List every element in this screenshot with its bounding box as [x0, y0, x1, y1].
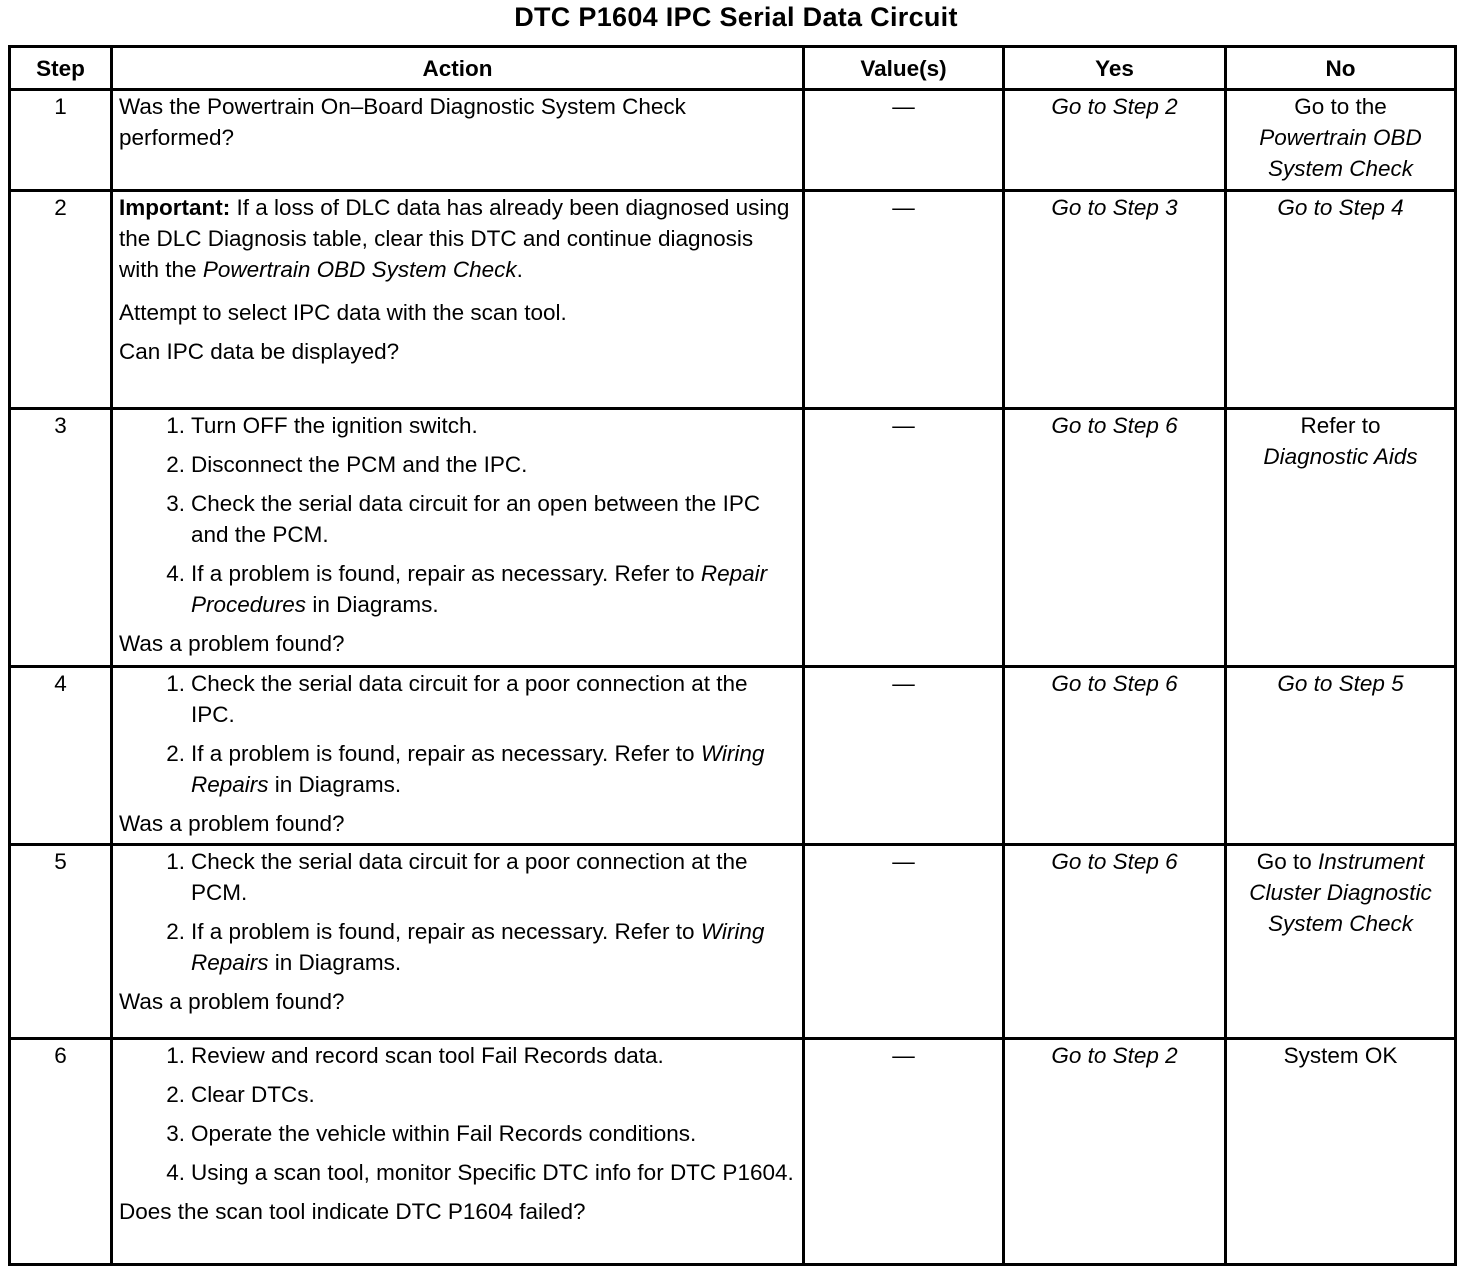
instruction-text: Attempt to select IPC data with the scan tool.: [119, 300, 567, 325]
question-text: Does the scan tool indicate DTC P1604 failed?: [119, 1199, 586, 1224]
important-label: Important:: [119, 195, 231, 220]
no-reference: Instrument Cluster Diagnostic System Check: [1249, 849, 1432, 936]
action-cell: [112, 90, 804, 191]
step-number: 6: [10, 1039, 112, 1265]
yes-cell: Go to Step 3: [1004, 191, 1226, 409]
no-cell: Go to Step 4: [1226, 191, 1456, 409]
yes-cell: Go to Step 6: [1004, 845, 1226, 1039]
list-item: 3. Operate the vehicle within Fail Records conditions.: [166, 1121, 697, 1146]
no-cell: [1226, 409, 1456, 667]
value-cell: —: [804, 667, 1004, 845]
action-cell: [112, 845, 804, 1039]
step-number: 1: [10, 90, 112, 191]
value-cell: —: [804, 409, 1004, 667]
list-item: 1. Check the serial data circuit for a poor connection at the IPC.: [166, 671, 748, 727]
step-number: 3: [10, 409, 112, 667]
action-cell: [112, 1039, 804, 1265]
list-item: 1. Review and record scan tool Fail Records data.: [166, 1043, 664, 1068]
value-cell: —: [804, 845, 1004, 1039]
list-item: 4. If a problem is found, repair as necessary. Refer to Repair Procedures in Diagrams.: [166, 561, 768, 617]
no-cell: System OK: [1226, 1039, 1456, 1265]
no-cell: Go to Step 5: [1226, 667, 1456, 845]
table-row: [10, 667, 1456, 845]
action-cell: [112, 667, 804, 845]
important-reference: Powertrain OBD System Check: [202, 257, 517, 282]
question-text: Was a problem found?: [119, 631, 345, 656]
yes-cell: Go to Step 6: [1004, 667, 1226, 845]
important-text: If a loss of DLC data has already been diagnosed using the DLC Diagnosis table, clear this DTC and continue diagnosis with the: [119, 195, 790, 282]
procedure-list: [119, 846, 796, 978]
list-item: 1. Check the serial data circuit for a poor connection at the PCM.: [166, 849, 748, 905]
list-item: 4. Using a scan tool, monitor Specific DTC info for DTC P1604.: [166, 1160, 794, 1185]
list-item: 2. If a problem is found, repair as necessary. Refer to Wiring Repairs in Diagrams.: [166, 919, 765, 975]
no-cell: [1226, 90, 1456, 191]
header-row: [10, 47, 1456, 90]
question-text: Can IPC data be displayed?: [119, 339, 400, 364]
procedure-list: [119, 410, 796, 620]
step-number: 5: [10, 845, 112, 1039]
header-step: Step: [10, 47, 112, 90]
no-text: Refer to: [1300, 413, 1381, 438]
yes-cell: Go to Step 2: [1004, 90, 1226, 191]
page-title: DTC P1604 IPC Serial Data Circuit: [514, 2, 958, 32]
reference-link-text: Wiring Repairs: [191, 741, 765, 797]
value-cell: —: [804, 191, 1004, 409]
important-end: .: [516, 257, 523, 282]
step-number: 4: [10, 667, 112, 845]
table-row: [10, 1039, 1456, 1265]
header-action: Action: [112, 47, 804, 90]
no-text: Go to the: [1294, 94, 1387, 119]
no-text: Go to: [1256, 849, 1312, 874]
question-text: Was the Powertrain On–Board Diagnostic System Check performed?: [119, 94, 686, 150]
yes-cell: Go to Step 6: [1004, 409, 1226, 667]
value-cell: —: [804, 1039, 1004, 1265]
table-row: [10, 191, 1456, 409]
value-cell: —: [804, 90, 1004, 191]
procedure-list: [119, 1040, 796, 1188]
step-number: 2: [10, 191, 112, 409]
table-row: [10, 90, 1456, 191]
header-yes: Yes: [1004, 47, 1226, 90]
reference-link-text: Wiring Repairs: [191, 919, 765, 975]
no-reference: Diagnostic Aids: [1263, 444, 1418, 469]
header-no: No: [1226, 47, 1456, 90]
list-item: 3. Check the serial data circuit for an open between the IPC and the PCM.: [166, 491, 761, 547]
list-item: 2. Clear DTCs.: [166, 1082, 315, 1107]
no-cell: [1226, 845, 1456, 1039]
no-reference: Powertrain OBD System Check: [1259, 125, 1422, 181]
diagnostic-table: [8, 45, 1457, 1266]
action-cell: [112, 191, 804, 409]
reference-link-text: Repair Procedures: [191, 561, 768, 617]
yes-cell: Go to Step 2: [1004, 1039, 1226, 1265]
table-row: [10, 845, 1456, 1039]
table-row: [10, 409, 1456, 667]
important-note: [119, 192, 796, 285]
list-item: 2. If a problem is found, repair as necessary. Refer to Wiring Repairs in Diagrams.: [166, 741, 765, 797]
question-text: Was a problem found?: [119, 989, 345, 1014]
list-item: 2. Disconnect the PCM and the IPC.: [166, 452, 528, 477]
procedure-list: [119, 668, 796, 800]
action-cell: [112, 409, 804, 667]
question-text: Was a problem found?: [119, 811, 345, 836]
list-item: 1. Turn OFF the ignition switch.: [166, 413, 478, 438]
header-values: Value(s): [804, 47, 1004, 90]
